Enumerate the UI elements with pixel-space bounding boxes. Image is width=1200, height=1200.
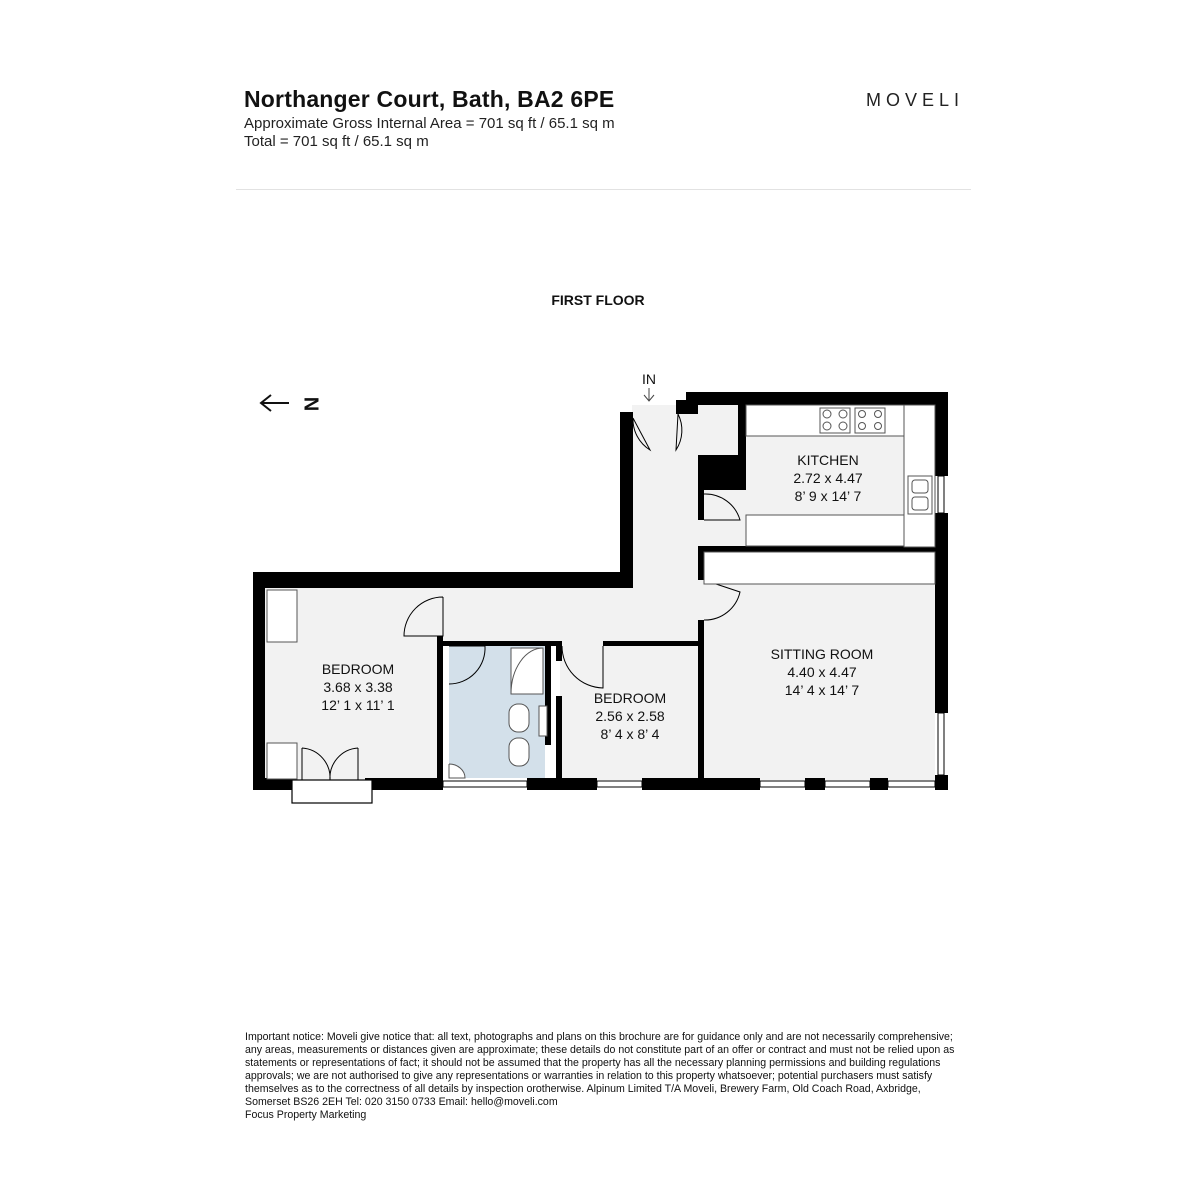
kitchen-name: KITCHEN	[797, 452, 859, 468]
compass-label: N	[301, 396, 324, 412]
bidet	[509, 738, 529, 766]
kitchen-metric: 2.72 x 4.47	[793, 470, 863, 486]
gross-area-line: Approximate Gross Internal Area = 701 sq ft / 65.1 sq m	[244, 115, 615, 132]
balcony	[292, 780, 372, 803]
bedroom2-metric: 2.56 x 2.58	[595, 708, 665, 724]
kitchen-label	[793, 452, 862, 504]
hallway-floor	[440, 588, 702, 644]
bedroom1-label	[321, 661, 395, 713]
credit-text: Focus Property Marketing	[245, 1109, 367, 1121]
sitting-metric: 4.40 x 4.47	[787, 664, 857, 680]
north-compass	[261, 395, 323, 411]
property-title: Northanger Court, Bath, BA2 6PE	[244, 86, 615, 112]
bedroom2-imperial: 8’ 4 x 8’ 4	[600, 726, 660, 742]
bedroom1-cupboard	[267, 743, 297, 779]
toilet	[509, 704, 529, 732]
notice-text: Important notice: Moveli give notice that: all text, photographs and plans on this brochure are for guidance only and are not necessarily comprehensive; any areas, measurements or distances given are approximate; these details do not constitute part of an offer or contract and must not be relied upon as statements or representations of fact; it should not be assumed that the property has all the necessary planning permissions and building regulations approvals; we are not authorised to give any representations or warranties in relation to this property whatsoever; potential purchasers must satisfy themselves as to the correctness of all details by inspection orotherwise. Alpinum Limited T/A Moveli, Brewery Farm, Old Coach Road, Axbridge, Somerset BS26 2EH Tel: 020 3150 0733 Email: hello@moveli.com	[245, 1031, 955, 1108]
arrow-left-icon	[261, 395, 289, 411]
kitchen-bottom-counter	[746, 515, 904, 546]
kitchen-top-counter	[746, 405, 904, 436]
shower-tray	[511, 648, 543, 694]
bedroom2-label	[594, 690, 666, 742]
kitchen-imperial: 8’ 9 x 14’ 7	[794, 488, 862, 504]
entrance-arrow-icon	[644, 388, 654, 401]
bedroom1-name: BEDROOM	[321, 661, 395, 677]
brand-logo: MOVELI	[866, 90, 965, 110]
basin-unit	[539, 706, 547, 736]
bedroom1-imperial: 12’ 1 x 11’ 1	[321, 697, 395, 713]
total-area-line: Total = 701 sq ft / 65.1 sq m	[244, 133, 429, 150]
bedroom1-metric: 3.68 x 3.38	[323, 679, 393, 695]
bedroom2-name: BEDROOM	[593, 690, 667, 706]
entrance-label: IN	[642, 371, 656, 387]
sitting-imperial: 14’ 4 x 14’ 7	[784, 682, 860, 698]
important-notice	[245, 1031, 965, 1122]
sitting-name: SITTING ROOM	[770, 646, 874, 662]
sitting-unit	[704, 552, 935, 584]
entrance-floor	[632, 405, 702, 590]
floor-label: FIRST FLOOR	[551, 292, 645, 308]
wardrobe	[267, 590, 297, 642]
